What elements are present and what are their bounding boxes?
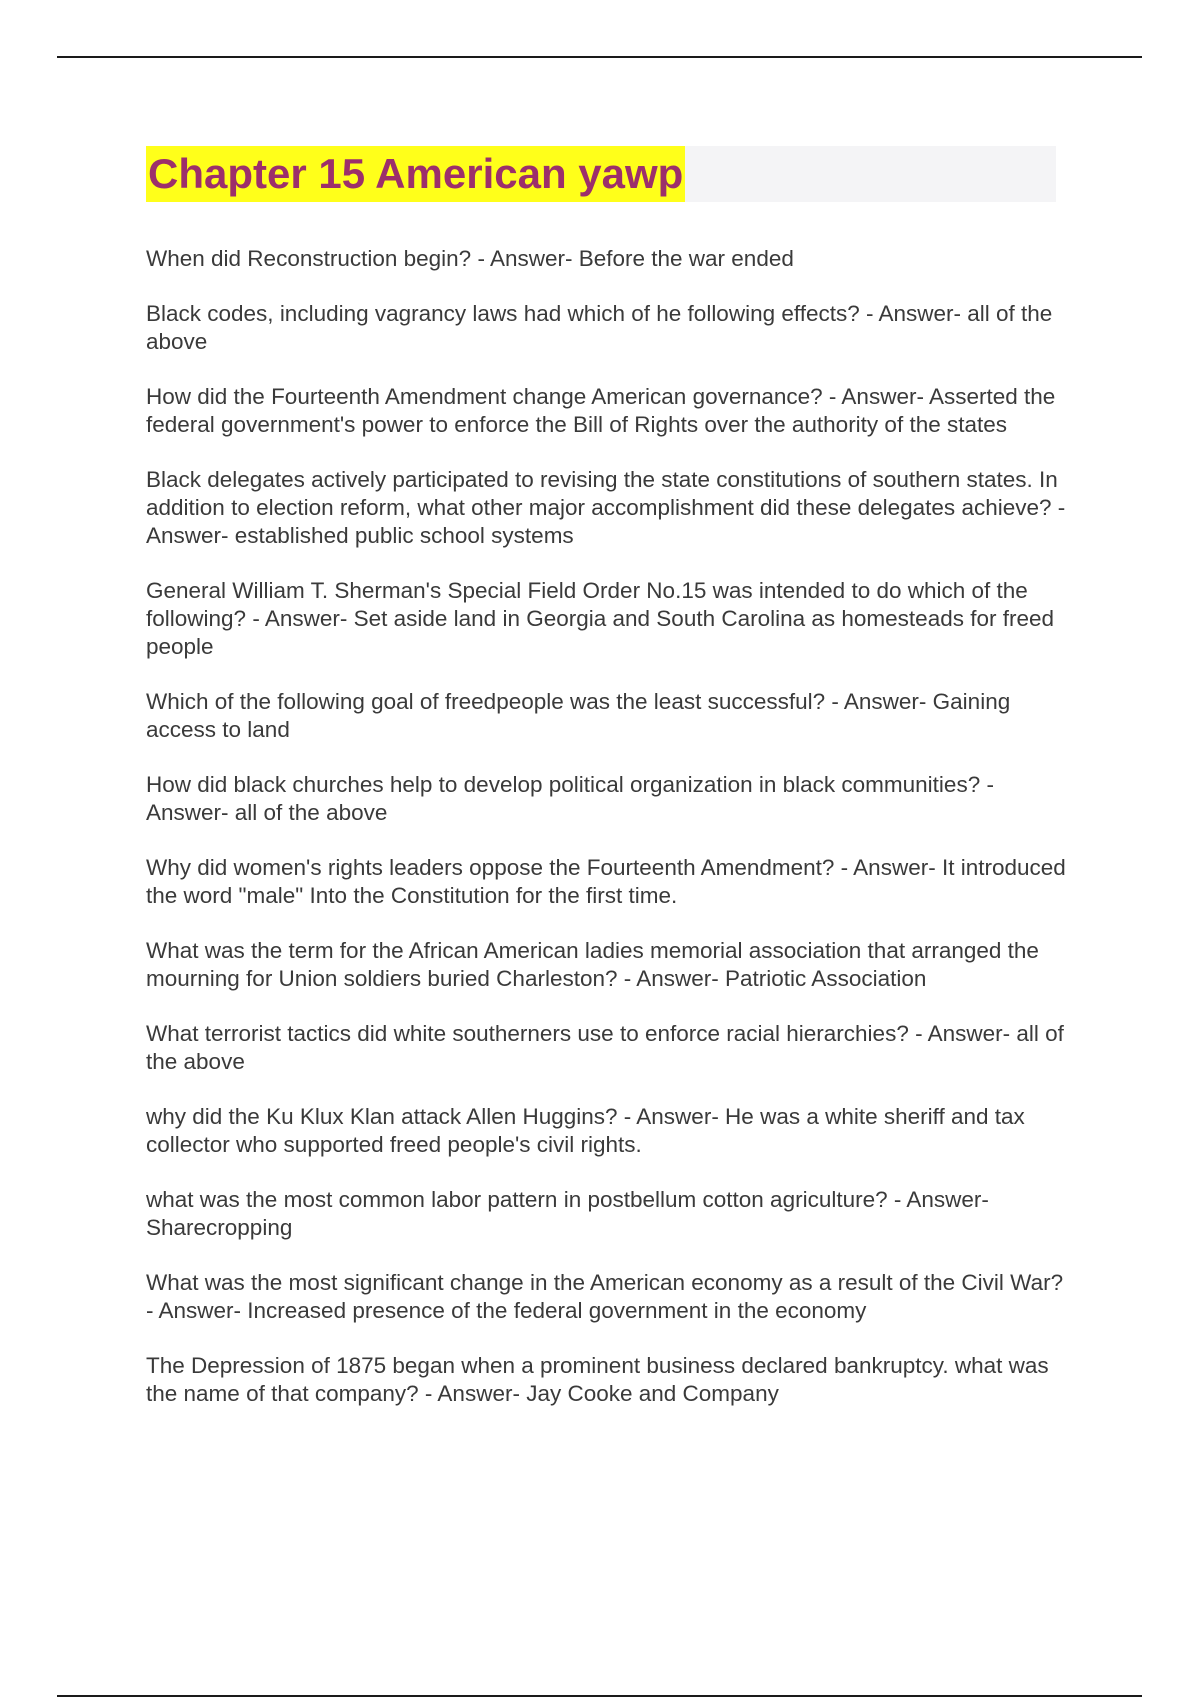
qa-item-2: Black codes, including vagrancy laws had which of he following effects? - Answer- all of the above [146,301,1053,354]
qa-item-11: why did the Ku Klux Klan attack Allen Huggins? - Answer- He was a white sheriff and tax collector who supported freed people's civil rights. [146,1104,1025,1157]
qa-list [146,245,1066,1435]
document-title: Chapter 15 American yawp [146,146,685,202]
top-rule [57,56,1142,58]
qa-item-4: Black delegates actively participated to revising the state constitutions of southern states. In addition to election reform, what other major accomplishment did these delegates achieve? - Answer- established public school systems [146,467,1066,548]
qa-item-12: what was the most common labor pattern in postbellum cotton agriculture? - Answer- Sharecropping [146,1187,989,1240]
qa-item-1: When did Reconstruction begin? - Answer- Before the war ended [146,246,794,271]
qa-item-10: What terrorist tactics did white southerners use to enforce racial hierarchies? - Answer- all of the above [146,1021,1064,1074]
qa-item-13: What was the most significant change in the American economy as a result of the Civil War? - Answer- Increased presence of the federal government in the economy [146,1270,1064,1323]
qa-item-7: How did black churches help to develop political organization in black communities? - Answer- all of the above [146,772,994,825]
qa-item-3: How did the Fourteenth Amendment change American governance? - Answer- Asserted the federal government's power to enforce the Bill of Rights over the authority of the states [146,384,1056,437]
bottom-rule [57,1695,1142,1697]
qa-item-8: Why did women's rights leaders oppose the Fourteenth Amendment? - Answer- It introduced the word "male" Into the Constitution for the first time. [146,855,1066,908]
qa-item-9: What was the term for the African American ladies memorial association that arranged the mourning for Union soldiers buried Charleston? - Answer- Patriotic Association [146,938,1039,991]
qa-item-5: General William T. Sherman's Special Field Order No.15 was intended to do which of the following? - Answer- Set aside land in Georgia and South Carolina as homesteads for freed people [146,578,1055,659]
qa-item-14: The Depression of 1875 began when a prominent business declared bankruptcy. what was the name of that company? - Answer- Jay Cooke and Company [146,1353,1049,1406]
qa-item-6: Which of the following goal of freedpeople was the least successful? - Answer- Gaining access to land [146,689,1011,742]
